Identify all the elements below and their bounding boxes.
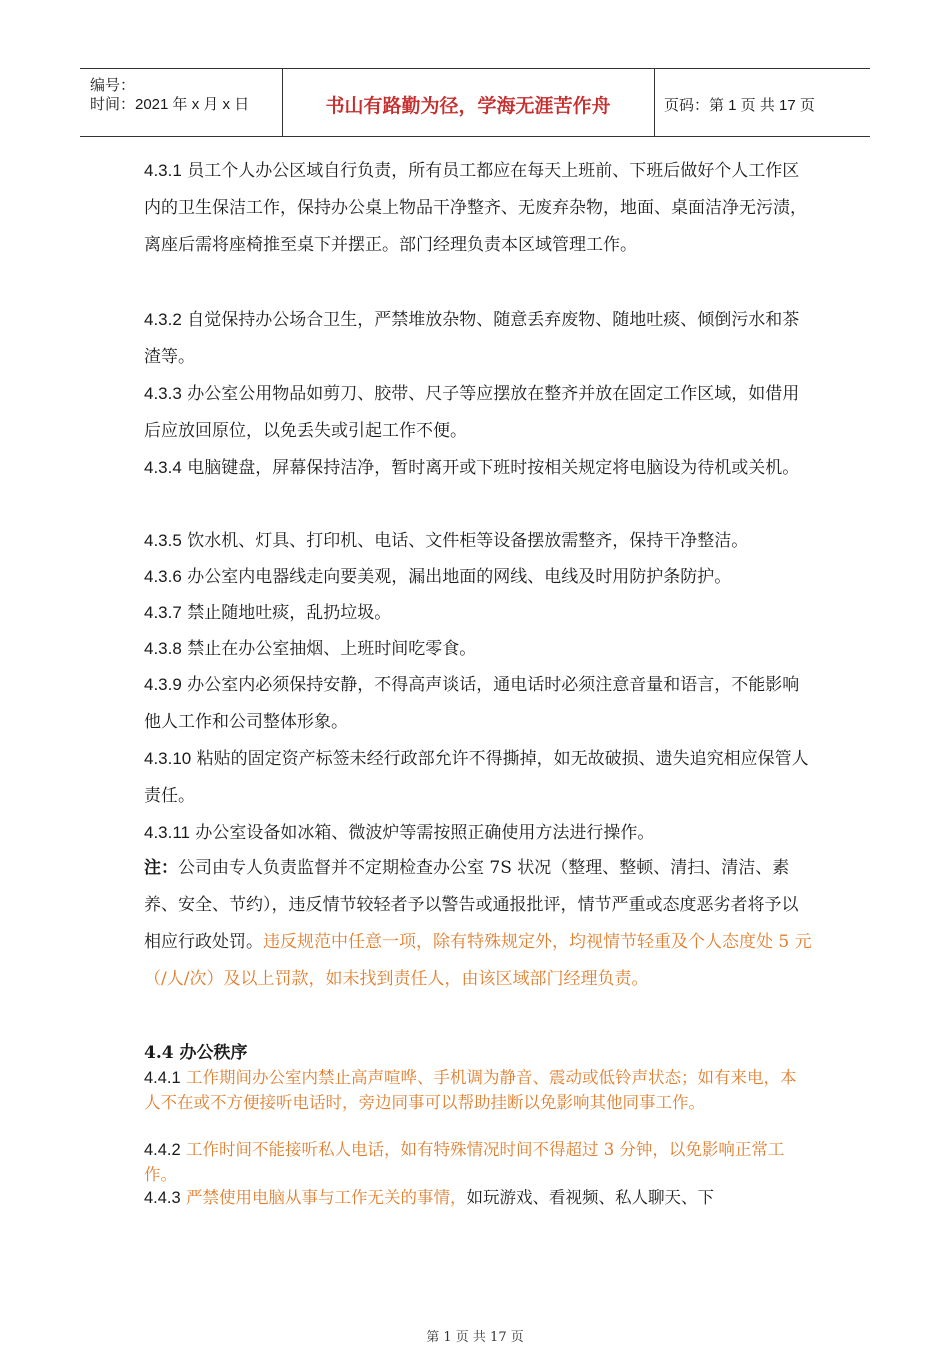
note-label: 注： (144, 858, 178, 878)
item-text: 粘贴的固定资产标签未经行政部允许不得撕掉，如无故破损、遗失追究相应保管人责任。 (144, 749, 809, 806)
item-text: 禁止在办公室抽烟、上班时间吃零食。 (181, 639, 477, 659)
item-number: 4.3.1 (144, 161, 182, 180)
list-item (144, 301, 812, 376)
document-date: 时间：2021 年 x 月 x 日 (90, 96, 250, 113)
list-item (144, 630, 812, 668)
header-info-cell (80, 69, 283, 136)
page-header (80, 68, 870, 137)
item-number: 4.3.6 (144, 567, 182, 586)
list-item (144, 152, 812, 264)
item-number: 4.3.9 (144, 675, 182, 694)
item-number: 4.3.5 (144, 531, 182, 550)
item-number: 4.3.4 (144, 458, 182, 477)
document-number-label: 编号： (90, 77, 136, 94)
list-item (144, 594, 812, 632)
list-item (144, 1186, 812, 1211)
item-number: 4.4.1 (144, 1069, 181, 1087)
list-item (144, 814, 812, 852)
list-item (144, 666, 812, 741)
item-text-highlight: 严禁使用电脑从事与工作无关的事情， (180, 1188, 467, 1207)
item-text: 办公室内电器线走向要美观，漏出地面的网线、电线及时用防护条防护。 (181, 567, 732, 587)
page-footer: 第 1 页 共 17 页 (426, 1330, 524, 1345)
item-number: 4.4.2 (144, 1141, 181, 1159)
item-text: 禁止随地吐痰，乱扔垃圾。 (181, 603, 392, 623)
item-number: 4.3.8 (144, 639, 182, 658)
item-text: 办公室设备如冰箱、微波炉等需按照正确使用方法进行操作。 (190, 823, 655, 843)
item-text: 员工个人办公区域自行负责，所有员工都应在每天上班前、下班后做好个人工作区内的卫生保洁工作，保持办公桌上物品干净整齐、无废弃杂物，地面、桌面洁净无污渍，离座后需将座椅推至桌下并摆正。部门经理负责本区域管理工作。 (144, 161, 807, 255)
note-text: 公司由专人负责监督并不定期检查办公室 7S 状况（整理、整顿、清扫、清洁、素养、安全、节约），违反情节较轻者予以警告或通报批评，情节严重或态度恶劣者将予以相应行政处罚。 (144, 858, 799, 952)
list-item (144, 558, 812, 596)
item-text-highlight: 工作时间不能接听私人电话，如有特殊情况时间不得超过 3 分钟，以免影响正常工作。 (144, 1140, 785, 1184)
item-number: 4.3.11 (144, 823, 191, 842)
item-number: 4.3.3 (144, 384, 182, 403)
item-text: 如玩游戏、看视频、私人聊天、下 (466, 1188, 714, 1207)
item-text-highlight: 工作期间办公室内禁止高声喧哗、手机调为静音、震动或低铃声状态；如有来电，本人不在或不方便接听电话时，旁边同事可以帮助挂断以免影响其他同事工作。 (144, 1068, 797, 1112)
note-paragraph (144, 850, 812, 998)
item-number: 4.3.10 (144, 749, 192, 768)
list-item (144, 522, 812, 560)
header-page-cell (654, 69, 870, 136)
list-item (144, 375, 812, 450)
motto-text: 书山有路勤为径，学海无涯苦作舟 (325, 95, 611, 117)
list-item (144, 740, 812, 815)
item-number: 4.4.3 (144, 1189, 181, 1207)
item-text: 办公室公用物品如剪刀、胶带、尺子等应摆放在整齐并放在固定工作区域，如借用后应放回原位，以免丢失或引起工作不便。 (144, 384, 800, 441)
item-number: 4.3.7 (144, 603, 182, 622)
section-title: 4.4 办公秩序 (144, 1043, 248, 1063)
item-text: 电脑键盘，屏幕保持洁净，暂时离开或下班时按相关规定将电脑设为待机或关机。 (181, 458, 800, 478)
list-item (144, 1066, 812, 1114)
item-text: 饮水机、灯具、打印机、电话、文件柜等设备摆放需整齐，保持干净整洁。 (181, 531, 749, 551)
item-number: 4.3.2 (144, 310, 182, 329)
note-penalty-text: 违反规范中任意一项，除有特殊规定外，均视情节轻重及个人态度处 5 元（/人/次）及以上罚款，如未找到责任人，由该区域部门经理负责。 (144, 932, 812, 989)
list-item (144, 449, 812, 487)
item-text: 办公室内必须保持安静，不得高声谈话，通电话时必须注意音量和语言，不能影响他人工作和公司整体形象。 (144, 675, 800, 732)
header-motto-cell (282, 69, 655, 136)
item-text: 自觉保持办公场合卫生，严禁堆放杂物、随意丢弃废物、随地吐痰、倾倒污水和茶渣等。 (144, 310, 800, 367)
page-info: 页码：第 1 页 共 17 页 (664, 97, 815, 114)
list-item (144, 1138, 812, 1186)
